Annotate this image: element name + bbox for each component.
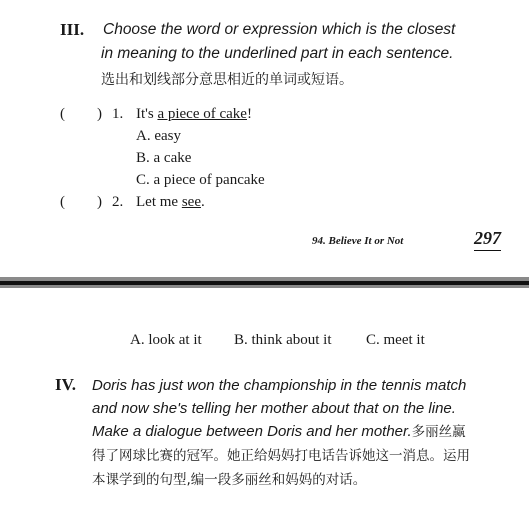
question-1-text-before: It's [136,106,158,122]
answer-blank-close: ) [97,106,102,122]
question-2-option-a: A. look at it [130,332,202,348]
question-1-option-b: B. a cake [136,150,192,166]
section-4-text-en: Doris has just won the championship in the tennis match and now she's telling her mother about that on the line. Make a dialogue between Doris and her mother. [92,377,467,440]
section-3-number: III. [60,20,85,39]
question-2-underlined: see [181,194,201,210]
section-4-text-zh: 多丽丝赢得了网球比赛的冠军。她正给妈妈打电话告诉她这一消息。运用本课学到的句型,编一段多丽丝和妈妈的对话。 [92,424,470,488]
question-2-option-c: C. meet it [366,332,425,348]
running-head: 94. Believe It or Not [312,235,404,247]
section-4-paragraph [92,374,472,492]
page-number: 297 [474,228,501,251]
question-1-text-after: ! [246,106,252,122]
question-2-number: 2. [112,194,124,210]
question-2-text-after: . [200,194,205,210]
section-3-instruction-line1: Choose the word or expression which is the closest [103,21,456,38]
question-1-underlined: a piece of cake [157,106,247,122]
question-1-number: 1. [112,106,124,122]
section-3-instruction-line2: in meaning to the underlined part in each sentence. [101,45,454,62]
question-1-option-a: A. easy [136,128,181,144]
section-4-number: IV. [55,375,76,394]
question-1-option-c: C. a piece of pancake [136,172,265,188]
section-3-instruction-zh: 选出和划线部分意思相近的单词或短语。 [101,72,353,88]
question-2-sentence [136,194,205,211]
answer-blank-open: ( [60,194,65,210]
answer-blank-close: ) [97,194,102,210]
question-1-sentence [136,106,252,123]
question-2-text-before: Let me [136,194,182,210]
page-divider [0,281,529,285]
answer-blank-open: ( [60,106,65,122]
question-2-option-b: B. think about it [234,332,332,348]
